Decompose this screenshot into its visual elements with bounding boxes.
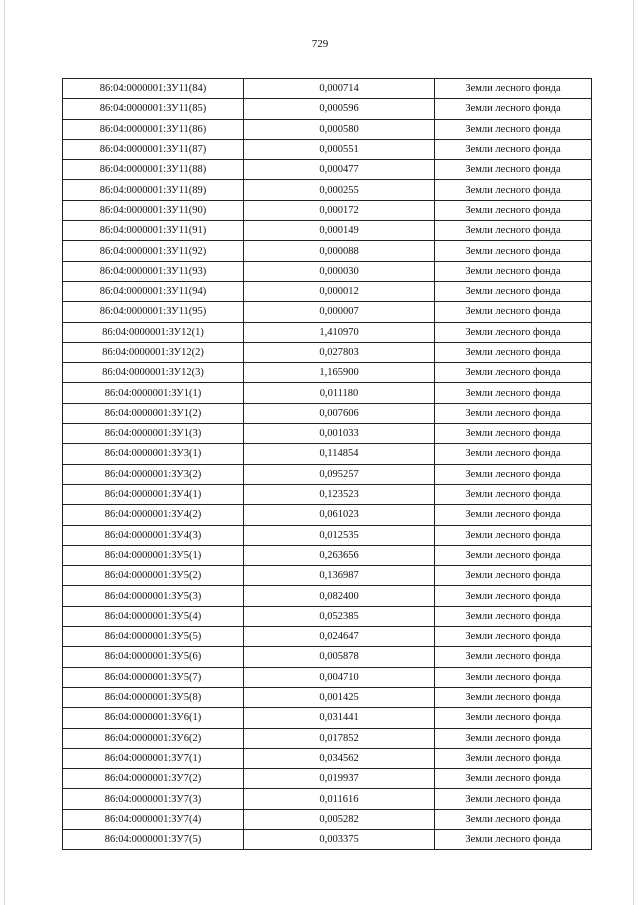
area-cell: 0,001033 [244, 424, 435, 444]
land-category-cell: Земли лесного фонда [435, 708, 592, 728]
land-category-cell: Земли лесного фонда [435, 281, 592, 301]
parcel-id-cell: 86:04:0000001:ЗУ4(3) [63, 525, 244, 545]
table-row [63, 403, 592, 423]
area-cell: 0,000172 [244, 200, 435, 220]
table-row [63, 789, 592, 809]
land-category-cell: Земли лесного фонда [435, 748, 592, 768]
area-cell: 0,000149 [244, 221, 435, 241]
area-cell: 1,165900 [244, 363, 435, 383]
area-cell: 0,000477 [244, 160, 435, 180]
area-cell: 0,000255 [244, 180, 435, 200]
land-category-cell: Земли лесного фонда [435, 647, 592, 667]
parcel-id-cell: 86:04:0000001:ЗУ1(1) [63, 383, 244, 403]
area-cell: 0,019937 [244, 769, 435, 789]
parcel-id-cell: 86:04:0000001:ЗУ7(1) [63, 748, 244, 768]
land-category-cell: Земли лесного фонда [435, 180, 592, 200]
parcel-id-cell: 86:04:0000001:ЗУ11(88) [63, 160, 244, 180]
parcel-id-cell: 86:04:0000001:ЗУ7(4) [63, 809, 244, 829]
land-category-cell: Земли лесного фонда [435, 627, 592, 647]
land-category-cell: Земли лесного фонда [435, 484, 592, 504]
land-category-cell: Земли лесного фонда [435, 200, 592, 220]
parcel-id-cell: 86:04:0000001:ЗУ11(91) [63, 221, 244, 241]
area-cell: 0,017852 [244, 728, 435, 748]
table-row [63, 464, 592, 484]
area-cell: 0,061023 [244, 505, 435, 525]
table-row [63, 99, 592, 119]
table-row [63, 221, 592, 241]
land-category-cell: Земли лесного фонда [435, 444, 592, 464]
table-row [63, 708, 592, 728]
parcel-id-cell: 86:04:0000001:ЗУ4(1) [63, 484, 244, 504]
parcel-id-cell: 86:04:0000001:ЗУ5(5) [63, 627, 244, 647]
land-category-cell: Земли лесного фонда [435, 606, 592, 626]
parcel-id-cell: 86:04:0000001:ЗУ7(3) [63, 789, 244, 809]
table-row [63, 160, 592, 180]
area-cell: 0,004710 [244, 667, 435, 687]
parcel-id-cell: 86:04:0000001:ЗУ1(3) [63, 424, 244, 444]
parcel-id-cell: 86:04:0000001:ЗУ12(3) [63, 363, 244, 383]
parcel-id-cell: 86:04:0000001:ЗУ12(2) [63, 342, 244, 362]
parcel-id-cell: 86:04:0000001:ЗУ5(4) [63, 606, 244, 626]
parcel-id-cell: 86:04:0000001:ЗУ11(94) [63, 281, 244, 301]
area-cell: 0,000012 [244, 281, 435, 301]
area-cell: 0,000030 [244, 261, 435, 281]
area-cell: 0,052385 [244, 606, 435, 626]
table-row [63, 180, 592, 200]
parcel-id-cell: 86:04:0000001:ЗУ5(3) [63, 586, 244, 606]
parcel-id-cell: 86:04:0000001:ЗУ11(90) [63, 200, 244, 220]
parcel-id-cell: 86:04:0000001:ЗУ6(2) [63, 728, 244, 748]
area-cell: 0,114854 [244, 444, 435, 464]
area-cell: 0,000580 [244, 119, 435, 139]
area-cell: 0,000596 [244, 99, 435, 119]
table-row [63, 769, 592, 789]
land-category-cell: Земли лесного фонда [435, 383, 592, 403]
parcel-id-cell: 86:04:0000001:ЗУ3(2) [63, 464, 244, 484]
land-category-cell: Земли лесного фонда [435, 525, 592, 545]
table-row [63, 383, 592, 403]
area-cell: 0,082400 [244, 586, 435, 606]
right-scan-edge [633, 0, 634, 905]
parcel-id-cell: 86:04:0000001:ЗУ11(93) [63, 261, 244, 281]
parcel-id-cell: 86:04:0000001:ЗУ11(92) [63, 241, 244, 261]
area-cell: 0,007606 [244, 403, 435, 423]
parcel-id-cell: 86:04:0000001:ЗУ11(86) [63, 119, 244, 139]
parcel-id-cell: 86:04:0000001:ЗУ11(84) [63, 79, 244, 99]
land-category-cell: Земли лесного фонда [435, 99, 592, 119]
area-cell: 0,034562 [244, 748, 435, 768]
area-cell: 0,263656 [244, 545, 435, 565]
parcel-id-cell: 86:04:0000001:ЗУ11(95) [63, 302, 244, 322]
area-cell: 0,012535 [244, 525, 435, 545]
area-cell: 0,005282 [244, 809, 435, 829]
table-row [63, 809, 592, 829]
land-category-cell: Земли лесного фонда [435, 79, 592, 99]
area-cell: 0,095257 [244, 464, 435, 484]
land-category-cell: Земли лесного фонда [435, 586, 592, 606]
table-row [63, 647, 592, 667]
land-category-cell: Земли лесного фонда [435, 687, 592, 707]
land-category-cell: Земли лесного фонда [435, 119, 592, 139]
table-row [63, 586, 592, 606]
table-row [63, 281, 592, 301]
land-category-cell: Земли лесного фонда [435, 221, 592, 241]
area-cell: 0,005878 [244, 647, 435, 667]
land-category-cell: Земли лесного фонда [435, 139, 592, 159]
land-category-cell: Земли лесного фонда [435, 809, 592, 829]
table-row [63, 687, 592, 707]
parcel-id-cell: 86:04:0000001:ЗУ7(5) [63, 829, 244, 849]
area-cell: 0,027803 [244, 342, 435, 362]
area-cell: 0,011180 [244, 383, 435, 403]
table-row [63, 444, 592, 464]
land-category-cell: Земли лесного фонда [435, 261, 592, 281]
table-row [63, 566, 592, 586]
area-cell: 0,000714 [244, 79, 435, 99]
table-row [63, 606, 592, 626]
area-cell: 0,031441 [244, 708, 435, 728]
parcel-id-cell: 86:04:0000001:ЗУ5(8) [63, 687, 244, 707]
table-row [63, 627, 592, 647]
land-category-cell: Земли лесного фонда [435, 829, 592, 849]
area-cell: 0,136987 [244, 566, 435, 586]
table-row [63, 322, 592, 342]
table-row [63, 545, 592, 565]
table-row [63, 200, 592, 220]
table-row [63, 484, 592, 504]
table-row [63, 139, 592, 159]
land-category-cell: Земли лесного фонда [435, 505, 592, 525]
area-cell: 0,011616 [244, 789, 435, 809]
land-category-cell: Земли лесного фонда [435, 667, 592, 687]
table-row [63, 241, 592, 261]
page-number: 729 [311, 38, 329, 50]
land-category-cell: Земли лесного фонда [435, 241, 592, 261]
land-category-cell: Земли лесного фонда [435, 342, 592, 362]
parcel-id-cell: 86:04:0000001:ЗУ3(1) [63, 444, 244, 464]
parcel-id-cell: 86:04:0000001:ЗУ5(6) [63, 647, 244, 667]
table-row [63, 505, 592, 525]
parcel-id-cell: 86:04:0000001:ЗУ1(2) [63, 403, 244, 423]
land-category-cell: Земли лесного фонда [435, 160, 592, 180]
parcel-id-cell: 86:04:0000001:ЗУ6(1) [63, 708, 244, 728]
land-category-cell: Земли лесного фонда [435, 322, 592, 342]
land-category-cell: Земли лесного фонда [435, 728, 592, 748]
parcel-id-cell: 86:04:0000001:ЗУ12(1) [63, 322, 244, 342]
table-row [63, 302, 592, 322]
land-category-cell: Земли лесного фонда [435, 769, 592, 789]
area-cell: 0,123523 [244, 484, 435, 504]
area-cell: 0,000551 [244, 139, 435, 159]
left-scan-edge [4, 0, 5, 905]
parcel-id-cell: 86:04:0000001:ЗУ11(85) [63, 99, 244, 119]
land-category-cell: Земли лесного фонда [435, 424, 592, 444]
table-row [63, 829, 592, 849]
area-cell: 0,003375 [244, 829, 435, 849]
parcel-id-cell: 86:04:0000001:ЗУ4(2) [63, 505, 244, 525]
table-row [63, 342, 592, 362]
area-cell: 0,000088 [244, 241, 435, 261]
table-row [63, 667, 592, 687]
table-row [63, 363, 592, 383]
table-row [63, 525, 592, 545]
table-row [63, 79, 592, 99]
table-body [63, 79, 592, 850]
parcel-id-cell: 86:04:0000001:ЗУ11(89) [63, 180, 244, 200]
area-cell: 0,024647 [244, 627, 435, 647]
table-row [63, 424, 592, 444]
land-category-cell: Земли лесного фонда [435, 403, 592, 423]
land-category-cell: Земли лесного фонда [435, 464, 592, 484]
land-category-cell: Земли лесного фонда [435, 363, 592, 383]
land-category-cell: Земли лесного фонда [435, 789, 592, 809]
parcel-id-cell: 86:04:0000001:ЗУ5(2) [63, 566, 244, 586]
land-category-cell: Земли лесного фонда [435, 566, 592, 586]
parcel-id-cell: 86:04:0000001:ЗУ5(1) [63, 545, 244, 565]
parcel-id-cell: 86:04:0000001:ЗУ5(7) [63, 667, 244, 687]
table-row [63, 748, 592, 768]
area-cell: 0,001425 [244, 687, 435, 707]
table-row [63, 728, 592, 748]
land-category-cell: Земли лесного фонда [435, 545, 592, 565]
parcel-id-cell: 86:04:0000001:ЗУ7(2) [63, 769, 244, 789]
area-cell: 1,410970 [244, 322, 435, 342]
land-parcels-table [62, 78, 592, 850]
land-category-cell: Земли лесного фонда [435, 302, 592, 322]
parcel-id-cell: 86:04:0000001:ЗУ11(87) [63, 139, 244, 159]
table-row [63, 119, 592, 139]
table-row [63, 261, 592, 281]
area-cell: 0,000007 [244, 302, 435, 322]
